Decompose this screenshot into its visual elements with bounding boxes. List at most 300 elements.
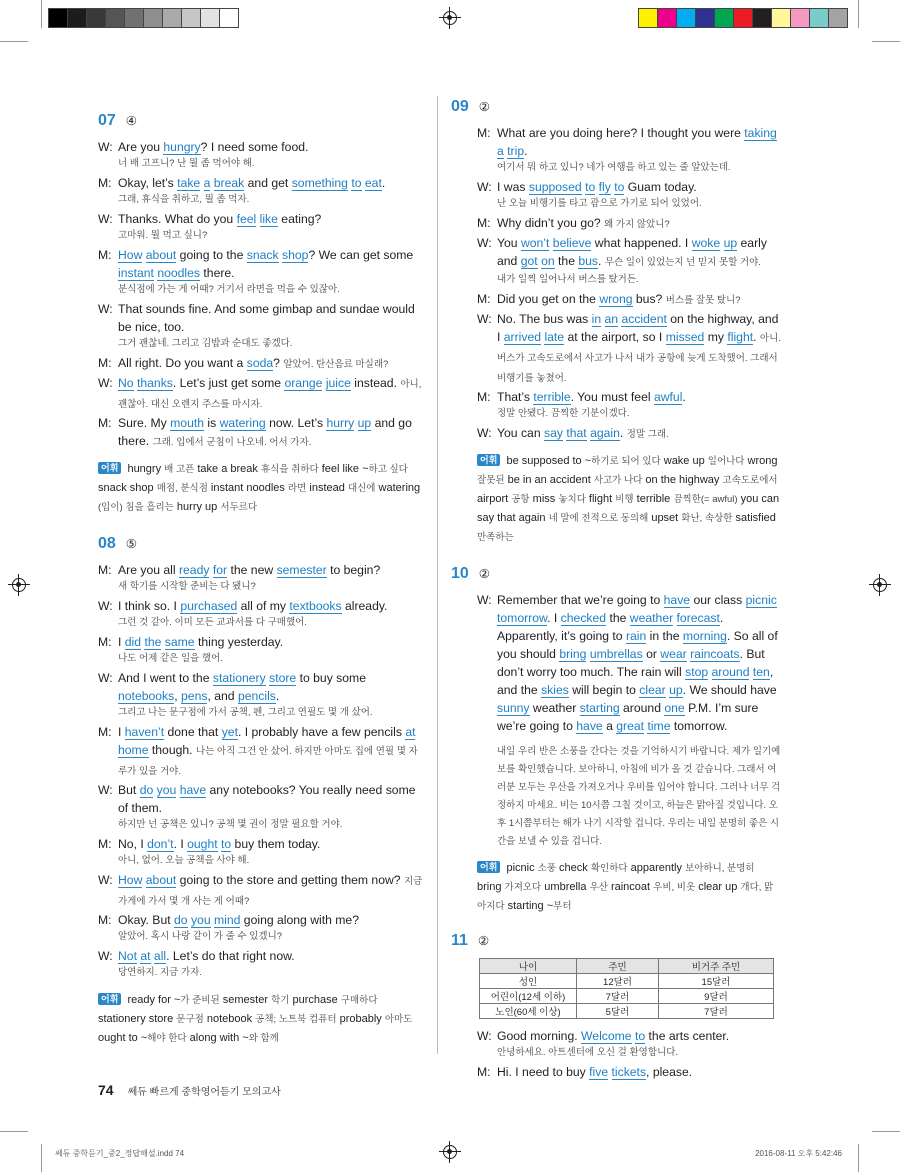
text-segment: be supposed to ~ [503, 455, 592, 467]
text-segment: be in an accident [504, 474, 594, 486]
text-segment: eating? [277, 212, 322, 226]
dialogue-line [477, 124, 781, 178]
dialogue [451, 124, 781, 444]
book-title: 쎄듀 빠르게 중학영어듣기 모의고사 [127, 1087, 281, 1098]
crop-mark [858, 0, 859, 28]
speaker-label: W: [98, 783, 113, 797]
answer-blank: won’t [520, 236, 550, 250]
korean-text: 사고가 나다 [593, 475, 643, 486]
speaker-label: W: [98, 212, 113, 226]
vocab-tag: 어휘 [477, 861, 500, 873]
text-segment: . [275, 689, 280, 703]
color-swatch [714, 8, 734, 28]
dialogue [98, 561, 424, 983]
text-segment: and go there. [118, 416, 412, 448]
korean-text: 우산 [589, 882, 608, 893]
text-segment: our class [690, 593, 746, 607]
text-segment: already. [341, 599, 388, 613]
dialogue-line [98, 597, 424, 633]
text-segment: is [204, 416, 220, 430]
korean-text: 서두르다 [220, 502, 258, 513]
text-segment: I think so. I [118, 599, 181, 613]
korean-translation: 아니, 없어. 오늘 공책을 사야 해. [118, 855, 250, 866]
answer-blank: juice [325, 376, 351, 390]
registration-mark-icon [12, 578, 26, 592]
registration-mark-icon [443, 11, 457, 25]
table-cell: 7달러 [577, 989, 659, 1004]
korean-text: 우비, 비옷 [653, 882, 696, 893]
table-header-row [480, 959, 774, 974]
dialogue-line [98, 561, 424, 597]
speaker-label: M: [98, 356, 112, 370]
korean-text: 확인하다 [590, 863, 628, 874]
answer-blank: mind [214, 913, 241, 927]
answer-blank: don’t [147, 837, 174, 851]
answer-blank: haven’t [124, 725, 165, 739]
question-header [98, 535, 424, 553]
dialogue-line [98, 300, 424, 354]
answer-blank: pens [181, 689, 208, 703]
answer-blank: do [139, 783, 154, 797]
text-segment: on the highway, and I [497, 312, 779, 344]
answer-blank: all [153, 949, 167, 963]
answer-blank: around [711, 665, 750, 679]
answer-blank: shop [282, 248, 309, 262]
answer-blank: got [520, 254, 538, 268]
page-number: 74 [98, 1082, 114, 1098]
line-text [118, 300, 424, 354]
line-text [497, 388, 781, 424]
answer-blank: Welcome [581, 1029, 632, 1043]
korean-translation: 내가 일찍 일어나서 버스를 탔거든. [497, 274, 639, 285]
answer-blank: break [213, 176, 245, 190]
text-segment: . I [547, 611, 561, 625]
line-text [497, 178, 781, 214]
dialogue-line [477, 388, 781, 424]
korean-text: 문구점 [176, 1014, 204, 1025]
table-cell: 성인 [480, 974, 577, 989]
speaker-label: M: [98, 416, 112, 430]
answer-blank: supposed [528, 180, 582, 194]
question-number: 10 [451, 565, 469, 582]
korean-text: 비행 [615, 494, 634, 505]
text-segment: ready for ~ [124, 994, 181, 1006]
speaker-label: M: [98, 725, 112, 739]
text-segment: instead. [350, 376, 401, 390]
line-text [118, 246, 424, 300]
table-header: 나이 [480, 959, 577, 974]
line-text [118, 669, 424, 723]
color-swatch [143, 8, 163, 28]
dialogue-line [98, 138, 424, 174]
answer-blank: taking [744, 126, 777, 140]
answer-choice: ④ [125, 114, 138, 128]
answer-blank: up [723, 236, 738, 250]
line-text [497, 214, 781, 234]
text-segment: going to the store and getting them now? [176, 873, 404, 887]
answer-blank: take [177, 176, 201, 190]
file-slug: 쎄듀 중학듣기_중2_정답해설.indd 74 [55, 1149, 185, 1158]
question-11 [451, 932, 781, 1081]
text-segment: instant noodles [207, 482, 288, 494]
text-segment: . Apparently, it’s going to [497, 611, 724, 643]
line-text [118, 210, 424, 246]
text-segment: raincoat [607, 881, 654, 893]
text-segment: Okay, let’s [118, 176, 178, 190]
line-text [118, 723, 424, 781]
text-segment [608, 1065, 611, 1079]
text-segment: No. The bus was [497, 312, 592, 326]
answer-blank: raincoats [690, 647, 740, 661]
korean-text: 놓치다 [558, 494, 586, 505]
line-text [118, 947, 424, 983]
text-segment: , [174, 689, 182, 703]
answer-blank: again [590, 426, 620, 440]
answer-blank: missed [665, 330, 705, 344]
dialogue-line [98, 669, 424, 723]
text-segment: bus? [632, 292, 666, 306]
text-segment: Hi. I need to buy [497, 1065, 590, 1079]
text-segment: stationery store [98, 1013, 177, 1025]
answer-blank: a [203, 176, 211, 190]
dialogue-line [98, 723, 424, 781]
speaker-label: M: [98, 837, 112, 851]
dialogue-line [477, 178, 781, 214]
korean-translation: 안녕하세요. 아트센터에 오신 걸 환영합니다. [497, 1047, 679, 1058]
line-text [118, 781, 424, 835]
text-segment: Why didn’t you go? [497, 216, 605, 230]
answer-blank: hurry [326, 416, 355, 430]
answer-blank: to [351, 176, 362, 190]
answer-blank: How [118, 873, 143, 887]
speaker-label: W: [477, 236, 492, 250]
text-segment: going to the [176, 248, 247, 262]
dialogue [451, 1027, 781, 1081]
answer-blank: that [566, 426, 587, 440]
question-number: 09 [451, 98, 469, 115]
korean-text: 왜 가지 않았니? [604, 219, 670, 230]
dialogue-line [477, 591, 781, 735]
dialogue-line [98, 633, 424, 669]
answer-blank: up [357, 416, 372, 430]
color-swatch [67, 8, 87, 28]
text-segment: semester [219, 994, 272, 1006]
question-number: 11 [451, 932, 468, 949]
text-segment: ? We can get some [308, 248, 414, 262]
line-text [118, 633, 424, 669]
dialogue-line [477, 214, 781, 234]
answer-blank: No [118, 376, 134, 390]
text-segment: snack shop [98, 482, 157, 494]
answer-blank: did [124, 635, 142, 649]
speaker-label: M: [477, 390, 491, 404]
text-segment: wrong [744, 455, 778, 467]
color-swatch [733, 8, 753, 28]
text-segment: done that [164, 725, 222, 739]
answer-blank: up [669, 683, 683, 697]
speaker-label: W: [477, 593, 492, 607]
answer-blank: clear [639, 683, 666, 697]
text-segment: along with ~ [186, 1032, 249, 1044]
text-segment: apparently [627, 862, 686, 874]
korean-translation: 여기서 뭐 하고 있니? 네가 여행을 하고 있는 줄 알았는데. [497, 162, 731, 173]
vocab-tag: 어휘 [477, 454, 500, 466]
speaker-label: W: [98, 671, 113, 685]
answer-blank: tickets [611, 1065, 647, 1079]
answer-blank: morning [682, 629, 727, 643]
korean-text: 버스를 잘못 탔니? [665, 295, 741, 306]
korean-text: 하고 싶다 [368, 464, 408, 475]
answer-blank: noodles [157, 266, 201, 280]
print-timestamp: 2016-08-11 오후 5:42:46 [755, 1149, 842, 1158]
registration-mark-icon [443, 1145, 457, 1159]
answer-blank: weather [629, 611, 674, 625]
answer-blank: to [614, 180, 625, 194]
speaker-label: M: [477, 216, 491, 230]
monologue [451, 591, 781, 735]
answer-blank: to [221, 837, 232, 851]
question-07 [98, 112, 424, 517]
right-column [451, 98, 781, 1081]
text-segment: picnic [503, 862, 538, 874]
text-segment: . Let’s do that right now. [166, 949, 295, 963]
answer-blank: in [591, 312, 602, 326]
color-swatch [124, 8, 144, 28]
answer-blank: home [118, 743, 149, 757]
answer-blank: at [140, 949, 151, 963]
dialogue [98, 138, 424, 452]
answer-blank: do [174, 913, 188, 927]
text-segment: starting ~ [504, 900, 554, 912]
korean-text: 와 함께 [248, 1033, 279, 1044]
korean-text: 가 준비된 [180, 995, 220, 1006]
text-segment: . You must feel [570, 390, 654, 404]
korean-text: 개다, 맑아지다 [477, 882, 774, 912]
text-segment: you can say that again [477, 493, 780, 524]
korean-text: 아마도 [384, 1014, 413, 1025]
korean-translation: 당연하지. 지금 가자. [118, 967, 202, 978]
korean-text: 구매하다 [340, 995, 378, 1006]
price-table [479, 958, 774, 1019]
text-segment [601, 312, 604, 326]
text-segment: thing yesterday. [194, 635, 284, 649]
text-segment: That’s [497, 390, 534, 404]
text-segment: at the airport, so I [564, 330, 666, 344]
text-segment: terrible [633, 493, 674, 505]
korean-translation: 고마워. 뭘 먹고 싶니? [118, 230, 208, 241]
answer-blank: bring [559, 647, 587, 661]
vocab-tag: 어휘 [98, 462, 121, 474]
text-segment: P.M. I’m sure we’re going to [497, 701, 759, 733]
text-segment: the [554, 254, 579, 268]
table-cell: 12달러 [577, 974, 659, 989]
answer-blank: time [647, 719, 671, 733]
korean-text: 알았어. 탄산음료 마실래? [283, 359, 389, 370]
color-swatch [695, 8, 715, 28]
color-swatch [86, 8, 106, 28]
text-segment: what happened. I [591, 236, 692, 250]
text-segment: tomorrow. [670, 719, 728, 733]
text-segment: What are you doing here? I thought you were [497, 126, 745, 140]
line-text [497, 234, 781, 290]
text-segment: No, I [118, 837, 148, 851]
answer-blank: for [212, 563, 228, 577]
crop-mark [872, 1131, 900, 1132]
speaker-label: W: [98, 140, 113, 154]
answer-blank: wear [660, 647, 687, 661]
text-segment: early and [497, 236, 767, 268]
color-swatch [809, 8, 829, 28]
text-segment: to buy some [296, 671, 366, 685]
answer-blank: Not [118, 949, 137, 963]
speaker-label: W: [98, 873, 113, 887]
korean-text: 공항 [511, 494, 530, 505]
text-segment: all of my [237, 599, 290, 613]
text-segment: clear up [695, 881, 741, 893]
text-segment: And I went to the [118, 671, 213, 685]
text-segment: . [598, 254, 605, 268]
text-segment: . We should have [682, 683, 777, 697]
dialogue-line [98, 414, 424, 452]
answer-blank: something [291, 176, 348, 190]
answer-blank: instant [118, 266, 154, 280]
answer-blank: to [634, 1029, 646, 1043]
korean-text: 아니, 괜찮아. 대신 오렌지 주스를 마시자. [118, 379, 422, 410]
crop-mark [872, 41, 900, 42]
text-segment: Thanks. What do you [118, 212, 237, 226]
text-segment: umbrella [541, 881, 590, 893]
answer-blank: umbrellas [589, 647, 643, 661]
color-swatch [638, 8, 658, 28]
answer-blank: a [497, 144, 504, 158]
left-column [98, 100, 424, 1048]
vocabulary-note [98, 991, 424, 1048]
line-text [118, 414, 424, 452]
answer-blank: about [145, 873, 177, 887]
korean-text: 지금 가게에 가서 몇 개 사는 게 어때? [118, 876, 423, 907]
korean-text: 고속도로에서 [722, 475, 778, 486]
line-text [497, 1027, 781, 1063]
crop-mark [0, 41, 28, 42]
text-segment: . I [173, 837, 188, 851]
table-cell: 어린이(12세 이하) [480, 989, 577, 1004]
line-text [497, 124, 781, 178]
dialogue-line [98, 947, 424, 983]
dialogue-line [98, 246, 424, 300]
speaker-label: M: [98, 563, 112, 577]
answer-blank: textbooks [289, 599, 342, 613]
line-text [118, 174, 424, 210]
vocabulary-note [451, 452, 781, 547]
color-swatch [657, 8, 677, 28]
answer-blank: the [144, 635, 162, 649]
text-segment: Did you get on the [497, 292, 600, 306]
grayscale-color-bar [48, 8, 238, 28]
speaker-label: W: [477, 312, 492, 326]
column-divider [437, 96, 438, 1054]
question-number: 07 [98, 112, 116, 129]
answer-blank: starting [579, 701, 620, 715]
text-segment: . [619, 426, 627, 440]
answer-blank: have [179, 783, 207, 797]
speaker-label: W: [98, 949, 113, 963]
line-text [118, 597, 424, 633]
crop-mark [858, 1144, 859, 1172]
korean-text: 하기로 되어 있다 [591, 456, 661, 467]
dialogue-line [477, 310, 781, 388]
korean-text: 학기 [271, 995, 290, 1006]
korean-translation: 너 배 고프니? 난 뭘 좀 먹어야 해. [118, 158, 255, 169]
dialogue-line [98, 174, 424, 210]
korean-text: 나는 아직 그건 안 샀어. 하지만 아마도 집에 연필 몇 자루가 있을 거야. [118, 746, 418, 777]
answer-blank: one [664, 701, 685, 715]
answer-blank: late [544, 330, 565, 344]
answer-blank: picnic [745, 593, 777, 607]
question-header [98, 112, 424, 130]
text-segment: I was [497, 180, 529, 194]
text-segment: Are you [118, 140, 164, 154]
registration-mark-icon [873, 578, 887, 592]
text-segment: weather [529, 701, 580, 715]
question-header [451, 565, 781, 583]
crop-mark [41, 0, 42, 28]
korean-translation: 내일 우리 반은 소풍을 간다는 것을 기억하시기 바랍니다. 제가 일기예보를 확인했습니다. 보아하니, 아침에 비가 올 것 같습니다. 그래서 여러분 모두는 우산을 가져오거나 우비를 입어야 합니다. 그러나 너무 걱정하지 마세요. 비는 10시쯤 그칠 것이고, 하늘은 맑아질 것입니다. 오후 1시쯤부터는 해가 나기 시작할 겁니다. 우리는 내일 분명히 좋은 시간을 보낼 수 있을 겁니다. [497, 746, 781, 847]
text-segment: feel like ~ [318, 463, 369, 475]
question-header [451, 932, 781, 950]
answer-blank: forecast [676, 611, 720, 625]
answer-blank: store [269, 671, 297, 685]
text-segment: Remember that we’re going to [497, 593, 664, 607]
text-segment: on the highway [642, 474, 723, 486]
table-header: 주민 [577, 959, 659, 974]
text-segment: I [118, 725, 125, 739]
table-row [480, 1004, 774, 1019]
answer-blank: fly [598, 180, 611, 194]
line-text [118, 138, 424, 174]
question-number: 08 [98, 535, 116, 552]
speaker-label: W: [477, 1029, 492, 1043]
speaker-label: M: [477, 126, 491, 140]
answer-blank: orange [284, 376, 323, 390]
color-swatch [162, 8, 182, 28]
text-segment: hungry [124, 463, 165, 475]
korean-translation: 그거 괜찮네. 그리고 김밥과 순대도 좋겠다. [118, 338, 293, 349]
color-swatch [828, 8, 848, 28]
korean-text: 정말 그래. [626, 429, 669, 440]
page-footer [98, 1082, 281, 1098]
table-row [480, 989, 774, 1004]
answer-blank: at [405, 725, 416, 739]
korean-translation: 그래, 휴식을 취하고, 뭘 좀 먹자. [118, 194, 250, 205]
korean-text: 공책; 노트북 컴퓨터 [255, 1014, 337, 1025]
text-segment: Are you all [118, 563, 179, 577]
answer-blank: hungry [163, 140, 201, 154]
text-segment: . But don’t worry too much. The rain will [497, 647, 765, 679]
speaker-label: M: [98, 248, 112, 262]
text-segment: Good morning. [497, 1029, 582, 1043]
table-cell: 7달러 [659, 1004, 774, 1019]
dialogue-line [98, 781, 424, 835]
text-segment: the new [227, 563, 277, 577]
answer-blank: watering [219, 416, 266, 430]
answer-blank: purchased [180, 599, 238, 613]
dialogue-line [98, 871, 424, 911]
korean-text: (입이) 침을 흘리는 [98, 502, 174, 513]
answer-blank: you [156, 783, 177, 797]
text-segment: Sure. My [118, 416, 171, 430]
dialogue-line [477, 424, 781, 444]
korean-text: 아니. 버스가 고속도로에서 사고가 나서 내가 공항에 늦게 도착했어. 그래서 비행기를 놓쳤어. [497, 333, 781, 384]
